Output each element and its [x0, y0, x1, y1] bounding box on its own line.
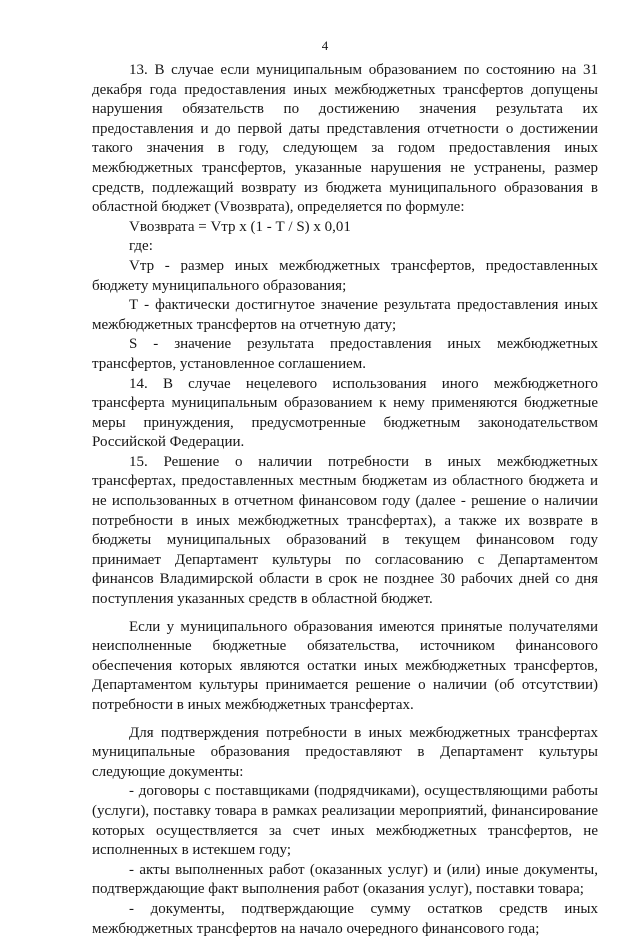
paragraph-13-return-rule: 13. В случае если муниципальным образованием по состоянию на 31 декабря года предоставления иных межбюджетных трансфертов допущены нарушения обязательств по достижению значения результата их предоставления и до первой даты представления отчетности о достижении такого значения в году, следующем за годом предоставления иных межбюджетных трансфертов, указанные нарушения не устранены, размер средств, подлежащий возврату из бюджета муниципального образования в областной бюджет (Vвозврата), определяется по формуле:	[92, 62, 598, 216]
paragraph-14-misuse: 14. В случае нецелевого использования иного межбюджетного трансферта муниципальным образованием к нему применяются бюджетные меры принуждения, предусмотренные бюджетным законодательством Российской Федерации.	[92, 375, 598, 451]
paragraph-unfulfilled-obligations: Если у муниципального образования имеются принятые получателями неисполненные бюджетные обязательства, источником финансового обеспечения которых являются остатки иных межбюджетных трансфертов, Департаментом культуры принимается решение о наличии (об отсутствии) потребности в иных межбюджетных трансфертах.	[92, 618, 598, 713]
definition-s: S - значение результата предоставления иных межбюджетных трансфертов, установленное соглашением.	[92, 336, 598, 372]
paragraph-15-need-decision: 15. Решение о наличии потребности в иных межбюджетных трансфертах, предоставленных местным бюджетам из областного бюджета и не использованных в отчетном финансовом году (далее - решение о наличии потребности в иных межбюджетных трансфертах), а также их возврате в бюджеты муниципальных образований в текущем финансовом году принимает Департамент культуры по согласованию с Департаментом финансов Владимирской области в срок не позднее 30 рабочих дней со дня поступления указанных средств в областной бюджет.	[92, 453, 598, 608]
page-number: 4	[321, 38, 329, 53]
formula-where: где:	[129, 238, 153, 255]
formula: Vвозврата = Vтр х (1 - Т / S) х 0,01	[129, 218, 351, 235]
list-item-balance-documents: - документы, подтверждающие сумму остатков средств иных межбюджетных трансфертов на начало очередного финансового года;	[92, 900, 598, 937]
definition-vtr: Vтр - размер иных межбюджетных трансфертов, предоставленных бюджету муниципального образования;	[92, 257, 598, 294]
definition-t: Т - фактически достигнутое значение результата предоставления иных межбюджетных трансфертов на отчетную дату;	[92, 297, 598, 333]
list-item-acts: - акты выполненных работ (оказанных услуг) и (или) иные документы, подтверждающие факт выполнения работ (оказания услуг), поставки товара;	[92, 861, 598, 898]
list-item-contracts: - договоры с поставщиками (подрядчиками), осуществляющими работы (услуги), поставку товара в рамках реализации мероприятий, финансирование которых осуществляется за счет иных межбюджетных трансфертов, не исполненных в истекшем году;	[92, 783, 598, 859]
paragraph-documents-intro: Для подтверждения потребности в иных межбюджетных трансфертах муниципальные образования предоставляют в Департамент культуры следующие документы:	[92, 724, 598, 780]
